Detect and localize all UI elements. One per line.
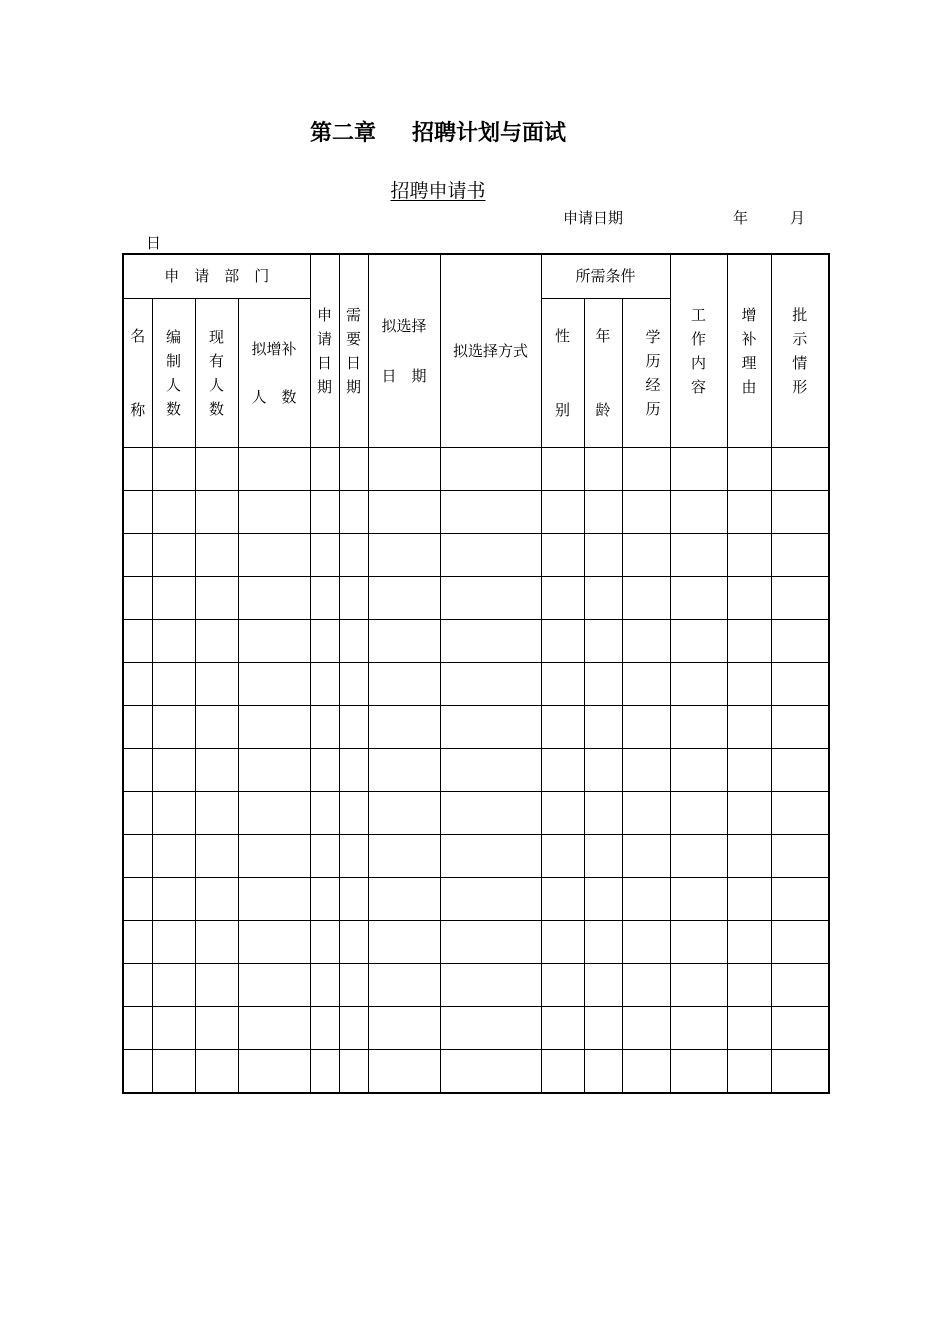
form-cell[interactable] bbox=[152, 619, 195, 662]
form-cell[interactable] bbox=[622, 920, 670, 963]
form-cell[interactable] bbox=[541, 877, 584, 920]
form-cell[interactable] bbox=[123, 877, 152, 920]
form-cell[interactable] bbox=[440, 1049, 541, 1093]
form-cell[interactable] bbox=[238, 920, 310, 963]
form-cell[interactable] bbox=[339, 1006, 368, 1049]
form-cell[interactable] bbox=[622, 447, 670, 490]
form-cell[interactable] bbox=[771, 920, 829, 963]
form-cell[interactable] bbox=[584, 791, 622, 834]
form-cell[interactable] bbox=[541, 834, 584, 877]
form-cell[interactable] bbox=[368, 705, 440, 748]
form-cell[interactable] bbox=[152, 791, 195, 834]
form-cell[interactable] bbox=[123, 1006, 152, 1049]
form-cell[interactable] bbox=[670, 490, 727, 533]
form-cell[interactable] bbox=[195, 1006, 238, 1049]
form-cell[interactable] bbox=[238, 963, 310, 1006]
form-cell[interactable] bbox=[622, 834, 670, 877]
form-row bbox=[123, 533, 829, 576]
form-cell[interactable] bbox=[310, 1006, 339, 1049]
form-cell[interactable] bbox=[727, 576, 771, 619]
day-label: 日 bbox=[146, 234, 162, 252]
form-row bbox=[123, 576, 829, 619]
form-cell[interactable] bbox=[310, 490, 339, 533]
form-cell[interactable] bbox=[310, 576, 339, 619]
form-row bbox=[123, 748, 829, 791]
form-cell[interactable] bbox=[339, 1049, 368, 1093]
form-cell[interactable] bbox=[584, 662, 622, 705]
form-cell[interactable] bbox=[339, 619, 368, 662]
form-cell[interactable] bbox=[368, 662, 440, 705]
form-cell[interactable] bbox=[195, 533, 238, 576]
form-cell[interactable] bbox=[195, 447, 238, 490]
form-cell[interactable] bbox=[440, 447, 541, 490]
recruitment-application-table bbox=[122, 253, 830, 1094]
form-row bbox=[123, 834, 829, 877]
form-row bbox=[123, 1049, 829, 1093]
form-cell[interactable] bbox=[584, 963, 622, 1006]
form-cell[interactable] bbox=[195, 576, 238, 619]
form-cell[interactable] bbox=[339, 490, 368, 533]
form-cell[interactable] bbox=[339, 705, 368, 748]
form-cell[interactable] bbox=[622, 576, 670, 619]
header-select-method: 拟选择方式 bbox=[440, 254, 541, 447]
form-cell[interactable] bbox=[368, 447, 440, 490]
form-cell[interactable] bbox=[541, 791, 584, 834]
form-cell[interactable] bbox=[368, 920, 440, 963]
form-cell[interactable] bbox=[541, 705, 584, 748]
form-title-text: 招聘申请书 bbox=[390, 180, 486, 202]
form-cell[interactable] bbox=[368, 619, 440, 662]
form-cell[interactable] bbox=[123, 533, 152, 576]
form-cell[interactable] bbox=[368, 748, 440, 791]
form-cell[interactable] bbox=[440, 662, 541, 705]
form-cell[interactable] bbox=[152, 662, 195, 705]
header-reason: 增 补 理 由 bbox=[727, 254, 771, 447]
form-cell[interactable] bbox=[238, 619, 310, 662]
form-cell[interactable] bbox=[339, 576, 368, 619]
form-cell[interactable] bbox=[195, 705, 238, 748]
form-cell[interactable] bbox=[123, 619, 152, 662]
form-cell[interactable] bbox=[584, 490, 622, 533]
form-cell[interactable] bbox=[584, 533, 622, 576]
form-cell[interactable] bbox=[123, 920, 152, 963]
form-cell[interactable] bbox=[152, 877, 195, 920]
form-cell[interactable] bbox=[727, 834, 771, 877]
form-cell[interactable] bbox=[584, 576, 622, 619]
form-cell[interactable] bbox=[622, 490, 670, 533]
form-cell[interactable] bbox=[440, 748, 541, 791]
header-department: 申 请 部 门 bbox=[123, 254, 310, 298]
form-cell[interactable] bbox=[238, 1006, 310, 1049]
form-cell[interactable] bbox=[123, 1049, 152, 1093]
form-cell[interactable] bbox=[195, 662, 238, 705]
form-cell[interactable] bbox=[771, 705, 829, 748]
form-cell[interactable] bbox=[440, 490, 541, 533]
chapter-name: 招聘计划与面试 bbox=[412, 121, 567, 146]
form-cell[interactable] bbox=[771, 619, 829, 662]
form-cell[interactable] bbox=[670, 877, 727, 920]
form-cell[interactable] bbox=[152, 1049, 195, 1093]
form-cell[interactable] bbox=[310, 834, 339, 877]
form-cell[interactable] bbox=[195, 834, 238, 877]
header-need-date: 需 要 日 期 bbox=[339, 254, 368, 447]
chapter-title bbox=[0, 116, 876, 147]
form-cell[interactable] bbox=[368, 791, 440, 834]
form-cell[interactable] bbox=[195, 490, 238, 533]
form-cell[interactable] bbox=[238, 705, 310, 748]
form-cell[interactable] bbox=[368, 576, 440, 619]
form-cell[interactable] bbox=[670, 705, 727, 748]
form-cell[interactable] bbox=[541, 619, 584, 662]
form-cell[interactable] bbox=[541, 1006, 584, 1049]
form-cell[interactable] bbox=[541, 576, 584, 619]
form-cell[interactable] bbox=[152, 920, 195, 963]
form-cell[interactable] bbox=[195, 791, 238, 834]
form-row bbox=[123, 619, 829, 662]
form-cell[interactable] bbox=[195, 619, 238, 662]
form-cell[interactable] bbox=[195, 1049, 238, 1093]
form-cell[interactable] bbox=[670, 920, 727, 963]
header-education: 学 历 经 历 bbox=[622, 298, 670, 447]
form-cell[interactable] bbox=[622, 662, 670, 705]
form-cell[interactable] bbox=[195, 963, 238, 1006]
form-cell[interactable] bbox=[584, 619, 622, 662]
form-cell[interactable] bbox=[339, 662, 368, 705]
form-cell[interactable] bbox=[310, 705, 339, 748]
form-cell[interactable] bbox=[339, 533, 368, 576]
form-cell[interactable] bbox=[238, 447, 310, 490]
form-cell[interactable] bbox=[584, 748, 622, 791]
form-cell[interactable] bbox=[440, 705, 541, 748]
form-cell[interactable] bbox=[195, 920, 238, 963]
header-work-content: 工 作 内 容 bbox=[670, 254, 727, 447]
form-cell[interactable] bbox=[152, 748, 195, 791]
form-cell[interactable] bbox=[584, 877, 622, 920]
form-cell[interactable] bbox=[152, 963, 195, 1006]
form-cell[interactable] bbox=[123, 705, 152, 748]
form-cell[interactable] bbox=[584, 1006, 622, 1049]
form-cell[interactable] bbox=[152, 834, 195, 877]
form-cell[interactable] bbox=[238, 791, 310, 834]
form-cell[interactable] bbox=[152, 533, 195, 576]
form-cell[interactable] bbox=[670, 791, 727, 834]
form-cell[interactable] bbox=[123, 963, 152, 1006]
header-select-date: 拟选择 日 期 bbox=[368, 254, 440, 447]
form-cell[interactable] bbox=[727, 619, 771, 662]
form-cell[interactable] bbox=[771, 533, 829, 576]
form-cell[interactable] bbox=[238, 662, 310, 705]
form-cell[interactable] bbox=[622, 1049, 670, 1093]
form-cell[interactable] bbox=[339, 963, 368, 1006]
form-cell[interactable] bbox=[123, 791, 152, 834]
form-cell[interactable] bbox=[238, 576, 310, 619]
form-cell[interactable] bbox=[771, 791, 829, 834]
form-cell[interactable] bbox=[152, 705, 195, 748]
form-row bbox=[123, 963, 829, 1006]
form-cell[interactable] bbox=[771, 1006, 829, 1049]
form-cell[interactable] bbox=[310, 447, 339, 490]
header-add-count: 拟增补 人 数 bbox=[238, 298, 310, 447]
form-cell[interactable] bbox=[541, 533, 584, 576]
form-cell[interactable] bbox=[670, 619, 727, 662]
form-cell[interactable] bbox=[123, 834, 152, 877]
form-cell[interactable] bbox=[238, 834, 310, 877]
form-cell[interactable] bbox=[622, 1006, 670, 1049]
form-cell[interactable] bbox=[123, 748, 152, 791]
form-cell[interactable] bbox=[727, 920, 771, 963]
form-cell[interactable] bbox=[339, 748, 368, 791]
form-cell[interactable] bbox=[622, 619, 670, 662]
form-cell[interactable] bbox=[727, 963, 771, 1006]
form-cell[interactable] bbox=[238, 490, 310, 533]
form-cell[interactable] bbox=[368, 1006, 440, 1049]
form-cell[interactable] bbox=[123, 447, 152, 490]
form-cell[interactable] bbox=[541, 748, 584, 791]
form-cell[interactable] bbox=[310, 1049, 339, 1093]
form-cell[interactable] bbox=[622, 963, 670, 1006]
form-cell[interactable] bbox=[195, 877, 238, 920]
form-cell[interactable] bbox=[670, 963, 727, 1006]
form-cell[interactable] bbox=[727, 490, 771, 533]
form-cell[interactable] bbox=[584, 920, 622, 963]
form-cell[interactable] bbox=[727, 447, 771, 490]
form-cell[interactable] bbox=[339, 447, 368, 490]
form-cell[interactable] bbox=[771, 748, 829, 791]
form-cell[interactable] bbox=[771, 447, 829, 490]
form-cell[interactable] bbox=[310, 877, 339, 920]
form-cell[interactable] bbox=[440, 533, 541, 576]
form-cell[interactable] bbox=[727, 877, 771, 920]
year-label: 年 bbox=[733, 209, 749, 227]
form-cell[interactable] bbox=[670, 1049, 727, 1093]
form-cell[interactable] bbox=[123, 490, 152, 533]
form-cell[interactable] bbox=[310, 619, 339, 662]
form-cell[interactable] bbox=[195, 748, 238, 791]
form-cell[interactable] bbox=[622, 791, 670, 834]
form-cell[interactable] bbox=[440, 1006, 541, 1049]
form-cell[interactable] bbox=[541, 490, 584, 533]
form-cell[interactable] bbox=[152, 576, 195, 619]
form-cell[interactable] bbox=[622, 705, 670, 748]
form-title bbox=[0, 176, 876, 203]
form-cell[interactable] bbox=[440, 576, 541, 619]
form-cell[interactable] bbox=[622, 748, 670, 791]
application-date-label: 申请日期 bbox=[563, 209, 624, 227]
form-cell[interactable] bbox=[440, 834, 541, 877]
form-cell[interactable] bbox=[238, 533, 310, 576]
form-row bbox=[123, 877, 829, 920]
form-cell[interactable] bbox=[310, 920, 339, 963]
form-cell[interactable] bbox=[440, 791, 541, 834]
form-cell[interactable] bbox=[727, 1049, 771, 1093]
form-cell[interactable] bbox=[123, 662, 152, 705]
form-row bbox=[123, 920, 829, 963]
form-cell[interactable] bbox=[238, 877, 310, 920]
form-cell[interactable] bbox=[670, 533, 727, 576]
form-cell[interactable] bbox=[541, 1049, 584, 1093]
form-cell[interactable] bbox=[771, 834, 829, 877]
header-age: 年 龄 bbox=[584, 298, 622, 447]
form-row bbox=[123, 791, 829, 834]
form-cell[interactable] bbox=[368, 834, 440, 877]
form-cell[interactable] bbox=[584, 1049, 622, 1093]
form-cell[interactable] bbox=[727, 791, 771, 834]
form-cell[interactable] bbox=[368, 490, 440, 533]
form-cell[interactable] bbox=[310, 963, 339, 1006]
form-cell[interactable] bbox=[670, 834, 727, 877]
form-cell[interactable] bbox=[670, 576, 727, 619]
form-cell[interactable] bbox=[670, 1006, 727, 1049]
form-cell[interactable] bbox=[310, 662, 339, 705]
form-cell[interactable] bbox=[368, 963, 440, 1006]
form-cell[interactable] bbox=[440, 920, 541, 963]
chapter-number: 第二章 bbox=[309, 121, 376, 146]
form-cell[interactable] bbox=[368, 533, 440, 576]
form-cell[interactable] bbox=[771, 576, 829, 619]
form-cell[interactable] bbox=[152, 447, 195, 490]
form-row bbox=[123, 1006, 829, 1049]
form-cell[interactable] bbox=[771, 662, 829, 705]
form-cell[interactable] bbox=[440, 963, 541, 1006]
header-conditions: 所需条件 bbox=[541, 254, 670, 298]
form-cell[interactable] bbox=[670, 748, 727, 791]
form-cell[interactable] bbox=[771, 963, 829, 1006]
form-cell[interactable] bbox=[339, 920, 368, 963]
form-cell[interactable] bbox=[727, 662, 771, 705]
form-row bbox=[123, 662, 829, 705]
form-cell[interactable] bbox=[541, 920, 584, 963]
form-row bbox=[123, 490, 829, 533]
month-label: 月 bbox=[790, 209, 806, 227]
header-approval: 批 示 情 形 bbox=[771, 254, 829, 447]
form-cell[interactable] bbox=[310, 791, 339, 834]
form-cell[interactable] bbox=[727, 533, 771, 576]
form-cell[interactable] bbox=[670, 447, 727, 490]
header-name: 名 称 bbox=[123, 298, 152, 447]
form-cell[interactable] bbox=[339, 791, 368, 834]
form-cell[interactable] bbox=[727, 705, 771, 748]
form-cell[interactable] bbox=[152, 1006, 195, 1049]
form-cell[interactable] bbox=[310, 748, 339, 791]
header-gender: 性 别 bbox=[541, 298, 584, 447]
form-cell[interactable] bbox=[670, 662, 727, 705]
form-cell[interactable] bbox=[541, 963, 584, 1006]
form-row bbox=[123, 447, 829, 490]
header-staffing: 编 制 人 数 bbox=[152, 298, 195, 447]
form-cell[interactable] bbox=[152, 490, 195, 533]
form-cell[interactable] bbox=[771, 877, 829, 920]
form-cell[interactable] bbox=[238, 748, 310, 791]
form-cell[interactable] bbox=[123, 576, 152, 619]
form-cell[interactable] bbox=[771, 1049, 829, 1093]
form-cell[interactable] bbox=[541, 447, 584, 490]
form-cell[interactable] bbox=[440, 619, 541, 662]
form-cell[interactable] bbox=[771, 490, 829, 533]
form-cell[interactable] bbox=[541, 662, 584, 705]
form-cell[interactable] bbox=[727, 1006, 771, 1049]
form-cell[interactable] bbox=[622, 877, 670, 920]
header-apply-date: 申 请 日 期 bbox=[310, 254, 339, 447]
form-cell[interactable] bbox=[584, 834, 622, 877]
form-cell[interactable] bbox=[622, 533, 670, 576]
form-cell[interactable] bbox=[310, 533, 339, 576]
form-cell[interactable] bbox=[339, 877, 368, 920]
form-cell[interactable] bbox=[440, 877, 541, 920]
form-cell[interactable] bbox=[584, 705, 622, 748]
form-cell[interactable] bbox=[584, 447, 622, 490]
form-cell[interactable] bbox=[238, 1049, 310, 1093]
form-cell[interactable] bbox=[727, 748, 771, 791]
header-current-staff: 现 有 人 数 bbox=[195, 298, 238, 447]
form-cell[interactable] bbox=[368, 877, 440, 920]
form-row bbox=[123, 705, 829, 748]
form-cell[interactable] bbox=[339, 834, 368, 877]
form-cell[interactable] bbox=[368, 1049, 440, 1093]
